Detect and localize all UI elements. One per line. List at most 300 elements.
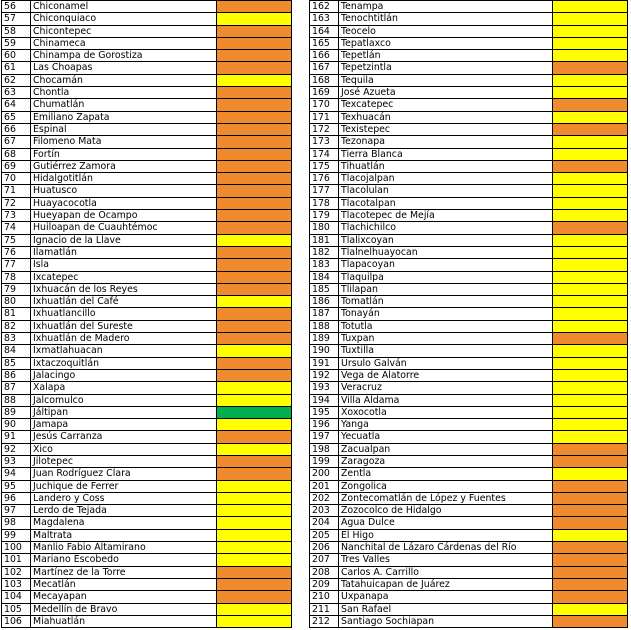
table-row — [2, 50, 292, 62]
status-color-cell — [217, 197, 292, 209]
row-number: 204 — [310, 517, 339, 529]
row-number: 89 — [2, 406, 31, 418]
table-row — [2, 222, 292, 234]
table-row — [2, 566, 292, 578]
municipality-name: Texistepec — [339, 123, 553, 135]
status-color-cell — [217, 271, 292, 283]
status-color-cell — [217, 406, 292, 418]
status-color-cell — [217, 111, 292, 123]
row-number: 59 — [2, 37, 31, 49]
municipality-name: Medellín de Bravo — [31, 603, 217, 615]
table-row — [2, 369, 292, 381]
row-number: 165 — [310, 37, 339, 49]
row-number: 66 — [2, 123, 31, 135]
municipality-name: Ixhuatlancillo — [31, 308, 217, 320]
status-color-cell — [217, 13, 292, 25]
table-row — [310, 62, 628, 74]
row-number: 69 — [2, 160, 31, 172]
row-number: 179 — [310, 210, 339, 222]
table-row — [2, 37, 292, 49]
status-color-cell — [553, 492, 628, 504]
municipality-name: Texcatepec — [339, 99, 553, 111]
municipality-name: Ixhuatlán de Madero — [31, 333, 217, 345]
table-row — [310, 419, 628, 431]
municipality-name: Hidalgotitlán — [31, 173, 217, 185]
table-row — [310, 603, 628, 615]
municipality-name: Ixmatlahuacan — [31, 345, 217, 357]
municipality-name: Tlacojalpan — [339, 173, 553, 185]
municipality-name: Hueyapan de Ocampo — [31, 210, 217, 222]
municipality-name: Las Choapas — [31, 62, 217, 74]
table-row — [310, 406, 628, 418]
row-number: 98 — [2, 517, 31, 529]
municipality-name: Tlacolulan — [339, 185, 553, 197]
status-color-cell — [553, 123, 628, 135]
table-row — [310, 283, 628, 295]
status-color-cell — [217, 320, 292, 332]
municipality-name: Magdalena — [31, 517, 217, 529]
table-row — [2, 62, 292, 74]
row-number: 67 — [2, 136, 31, 148]
row-number: 76 — [2, 246, 31, 258]
row-number: 186 — [310, 296, 339, 308]
status-color-cell — [553, 554, 628, 566]
status-color-cell — [217, 136, 292, 148]
row-number: 200 — [310, 468, 339, 480]
status-color-cell — [217, 542, 292, 554]
table-row — [2, 320, 292, 332]
status-color-cell — [553, 419, 628, 431]
municipality-name: Jalacingo — [31, 369, 217, 381]
row-number: 198 — [310, 443, 339, 455]
municipality-name: Carlos A. Carrillo — [339, 566, 553, 578]
municipality-name: Juan Rodríguez Clara — [31, 468, 217, 480]
status-color-cell — [553, 591, 628, 603]
status-color-cell — [553, 185, 628, 197]
municipality-name: Tuxpan — [339, 333, 553, 345]
municipality-name: Martínez de la Torre — [31, 566, 217, 578]
row-number: 193 — [310, 382, 339, 394]
status-color-cell — [553, 468, 628, 480]
table-row — [310, 74, 628, 86]
status-color-cell — [217, 333, 292, 345]
status-color-cell — [553, 50, 628, 62]
table-row — [310, 259, 628, 271]
municipality-name: Tenampa — [339, 1, 553, 13]
table-row — [310, 333, 628, 345]
table-row — [2, 529, 292, 541]
municipality-name: José Azueta — [339, 87, 553, 99]
row-number: 65 — [2, 111, 31, 123]
row-number: 212 — [310, 615, 339, 627]
status-color-cell — [553, 382, 628, 394]
municipality-name: Chinampa de Gorostiza — [31, 50, 217, 62]
municipality-name: Tepetlán — [339, 50, 553, 62]
status-color-cell — [217, 37, 292, 49]
row-number: 210 — [310, 591, 339, 603]
table-row — [310, 246, 628, 258]
table-row — [310, 492, 628, 504]
status-color-cell — [217, 369, 292, 381]
municipality-name: Zaragoza — [339, 455, 553, 467]
status-color-cell — [217, 210, 292, 222]
municipality-name: Tepatlaxco — [339, 37, 553, 49]
table-row — [2, 234, 292, 246]
table-row — [310, 123, 628, 135]
municipality-name: Huayacocotla — [31, 197, 217, 209]
municipality-name: El Higo — [339, 529, 553, 541]
status-color-cell — [553, 222, 628, 234]
status-color-cell — [553, 455, 628, 467]
table-row — [2, 333, 292, 345]
status-color-cell — [217, 296, 292, 308]
table-row — [310, 160, 628, 172]
row-number: 174 — [310, 148, 339, 160]
row-number: 62 — [2, 74, 31, 86]
status-color-cell — [217, 505, 292, 517]
municipality-name: Agua Dulce — [339, 517, 553, 529]
table-row — [2, 406, 292, 418]
status-color-cell — [217, 603, 292, 615]
row-number: 105 — [2, 603, 31, 615]
status-color-cell — [553, 62, 628, 74]
municipality-table-left — [1, 0, 292, 628]
table-row — [2, 1, 292, 13]
table-row — [2, 419, 292, 431]
status-color-cell — [217, 419, 292, 431]
table-row — [310, 296, 628, 308]
table-row — [310, 578, 628, 590]
row-number: 84 — [2, 345, 31, 357]
table-row — [310, 87, 628, 99]
row-number: 203 — [310, 505, 339, 517]
table-row — [2, 431, 292, 443]
municipality-name: Teocelo — [339, 25, 553, 37]
municipality-name: Yanga — [339, 419, 553, 431]
status-color-cell — [553, 99, 628, 111]
row-number: 90 — [2, 419, 31, 431]
status-color-cell — [553, 13, 628, 25]
table-row — [2, 308, 292, 320]
row-number: 72 — [2, 197, 31, 209]
municipality-name: Tierra Blanca — [339, 148, 553, 160]
row-number: 56 — [2, 1, 31, 13]
table-row — [310, 99, 628, 111]
left-table-body — [2, 1, 292, 628]
status-color-cell — [553, 369, 628, 381]
status-color-cell — [217, 99, 292, 111]
table-row — [310, 185, 628, 197]
municipality-name: Xoxocotla — [339, 406, 553, 418]
status-color-cell — [217, 480, 292, 492]
row-number: 75 — [2, 234, 31, 246]
municipality-name: Jáltipan — [31, 406, 217, 418]
municipality-name: Chiconquiaco — [31, 13, 217, 25]
table-row — [310, 431, 628, 443]
status-color-cell — [553, 37, 628, 49]
table-row — [2, 615, 292, 627]
status-color-cell — [217, 148, 292, 160]
municipality-name: Nanchital de Lázaro Cárdenas del Río — [339, 542, 553, 554]
table-row — [2, 382, 292, 394]
table-row — [310, 136, 628, 148]
status-color-cell — [217, 246, 292, 258]
table-row — [2, 13, 292, 25]
municipality-name: Tequila — [339, 74, 553, 86]
status-color-cell — [217, 185, 292, 197]
status-color-cell — [553, 357, 628, 369]
status-color-cell — [553, 406, 628, 418]
municipality-name: Xico — [31, 443, 217, 455]
municipality-name: Veracruz — [339, 382, 553, 394]
table-row — [310, 566, 628, 578]
row-number: 169 — [310, 87, 339, 99]
status-color-cell — [217, 123, 292, 135]
status-color-cell — [217, 259, 292, 271]
row-number: 192 — [310, 369, 339, 381]
table-row — [2, 111, 292, 123]
table-row — [310, 222, 628, 234]
row-number: 178 — [310, 197, 339, 209]
row-number: 68 — [2, 148, 31, 160]
status-color-cell — [553, 136, 628, 148]
status-color-cell — [553, 87, 628, 99]
status-color-cell — [553, 431, 628, 443]
municipality-name: Fortín — [31, 148, 217, 160]
status-color-cell — [217, 283, 292, 295]
municipality-name: Yecuatla — [339, 431, 553, 443]
status-color-cell — [553, 517, 628, 529]
status-color-cell — [553, 246, 628, 258]
status-color-cell — [553, 210, 628, 222]
status-color-cell — [217, 173, 292, 185]
row-number: 189 — [310, 333, 339, 345]
municipality-name: Vega de Alatorre — [339, 369, 553, 381]
row-number: 182 — [310, 246, 339, 258]
row-number: 78 — [2, 271, 31, 283]
row-number: 104 — [2, 591, 31, 603]
municipality-name: Tlaquilpa — [339, 271, 553, 283]
row-number: 94 — [2, 468, 31, 480]
status-color-cell — [217, 443, 292, 455]
status-color-cell — [217, 87, 292, 99]
table-row — [2, 394, 292, 406]
row-number: 187 — [310, 308, 339, 320]
row-number: 199 — [310, 455, 339, 467]
row-number: 77 — [2, 259, 31, 271]
row-number: 73 — [2, 210, 31, 222]
municipality-name: Mariano Escobedo — [31, 554, 217, 566]
municipality-name: Tlacotalpan — [339, 197, 553, 209]
table-row — [2, 197, 292, 209]
table-row — [2, 443, 292, 455]
row-number: 195 — [310, 406, 339, 418]
status-color-cell — [553, 148, 628, 160]
status-color-cell — [553, 160, 628, 172]
table-row — [2, 259, 292, 271]
table-row — [310, 25, 628, 37]
table-row — [2, 492, 292, 504]
municipality-name: Chocamán — [31, 74, 217, 86]
table-row — [2, 123, 292, 135]
table-row — [310, 173, 628, 185]
table-row — [2, 136, 292, 148]
table-row — [310, 554, 628, 566]
municipality-name: Chumatlán — [31, 99, 217, 111]
table-row — [310, 394, 628, 406]
status-color-cell — [217, 566, 292, 578]
municipality-name: Chiconamel — [31, 1, 217, 13]
municipality-name: Filomeno Mata — [31, 136, 217, 148]
row-number: 184 — [310, 271, 339, 283]
municipality-name: Zontecomatlán de López y Fuentes — [339, 492, 553, 504]
municipality-name: Tatahuicapan de Juárez — [339, 578, 553, 590]
municipality-name: Espinal — [31, 123, 217, 135]
municipality-name: Chicontepec — [31, 25, 217, 37]
status-color-cell — [217, 394, 292, 406]
row-number: 93 — [2, 455, 31, 467]
status-color-cell — [553, 333, 628, 345]
row-number: 197 — [310, 431, 339, 443]
municipality-name: Tepetzintla — [339, 62, 553, 74]
status-color-cell — [553, 603, 628, 615]
status-color-cell — [217, 74, 292, 86]
municipality-name: Tomatlán — [339, 296, 553, 308]
row-number: 80 — [2, 296, 31, 308]
row-number: 81 — [2, 308, 31, 320]
table-row — [310, 542, 628, 554]
municipality-name: Maltrata — [31, 529, 217, 541]
table-row — [2, 345, 292, 357]
row-number: 168 — [310, 74, 339, 86]
municipality-name: Huiloapan de Cuauhtémoc — [31, 222, 217, 234]
municipality-name: Santiago Sochiapan — [339, 615, 553, 627]
municipality-name: Jilotepec — [31, 455, 217, 467]
municipality-name: Ixhuatlán del Sureste — [31, 320, 217, 332]
municipality-name: Tezonapa — [339, 136, 553, 148]
row-number: 164 — [310, 25, 339, 37]
status-color-cell — [217, 455, 292, 467]
table-row — [2, 185, 292, 197]
status-color-cell — [553, 173, 628, 185]
status-color-cell — [553, 566, 628, 578]
row-number: 58 — [2, 25, 31, 37]
row-number: 196 — [310, 419, 339, 431]
status-color-cell — [217, 615, 292, 627]
status-color-cell — [217, 160, 292, 172]
table-row — [310, 480, 628, 492]
municipality-name: Tlilapan — [339, 283, 553, 295]
row-number: 188 — [310, 320, 339, 332]
status-color-cell — [217, 234, 292, 246]
row-number: 190 — [310, 345, 339, 357]
row-number: 64 — [2, 99, 31, 111]
row-number: 70 — [2, 173, 31, 185]
municipality-name: Tlacotepec de Mejía — [339, 210, 553, 222]
status-color-cell — [553, 25, 628, 37]
row-number: 71 — [2, 185, 31, 197]
row-number: 170 — [310, 99, 339, 111]
row-number: 95 — [2, 480, 31, 492]
status-color-cell — [553, 111, 628, 123]
status-color-cell — [217, 517, 292, 529]
row-number: 61 — [2, 62, 31, 74]
row-number: 206 — [310, 542, 339, 554]
row-number: 74 — [2, 222, 31, 234]
table-row — [310, 443, 628, 455]
row-number: 166 — [310, 50, 339, 62]
status-color-cell — [217, 529, 292, 541]
status-color-cell — [217, 357, 292, 369]
row-number: 103 — [2, 578, 31, 590]
table-row — [310, 234, 628, 246]
status-color-cell — [553, 443, 628, 455]
row-number: 183 — [310, 259, 339, 271]
table-row — [310, 369, 628, 381]
municipality-name: Tonayán — [339, 308, 553, 320]
table-row — [310, 271, 628, 283]
row-number: 86 — [2, 369, 31, 381]
municipality-name: Juchique de Ferrer — [31, 480, 217, 492]
row-number: 163 — [310, 13, 339, 25]
table-row — [2, 283, 292, 295]
table-row — [2, 210, 292, 222]
table-row — [2, 296, 292, 308]
row-number: 79 — [2, 283, 31, 295]
table-row — [310, 37, 628, 49]
municipality-name: Villa Aldama — [339, 394, 553, 406]
table-row — [2, 160, 292, 172]
municipality-name: Jesús Carranza — [31, 431, 217, 443]
status-color-cell — [553, 283, 628, 295]
municipality-name: Mecatlán — [31, 578, 217, 590]
row-number: 205 — [310, 529, 339, 541]
row-number: 96 — [2, 492, 31, 504]
municipality-name: Zacualpan — [339, 443, 553, 455]
municipality-name: Tlapacoyan — [339, 259, 553, 271]
row-number: 82 — [2, 320, 31, 332]
municipality-name: Ilamatlán — [31, 246, 217, 258]
status-color-cell — [553, 296, 628, 308]
row-number: 106 — [2, 615, 31, 627]
municipality-name: Ixcatepec — [31, 271, 217, 283]
status-color-cell — [553, 74, 628, 86]
row-number: 173 — [310, 136, 339, 148]
row-number: 208 — [310, 566, 339, 578]
table-row — [2, 468, 292, 480]
table-row — [2, 591, 292, 603]
status-color-cell — [553, 271, 628, 283]
table-row — [310, 197, 628, 209]
municipality-name: Ignacio de la Llave — [31, 234, 217, 246]
row-number: 191 — [310, 357, 339, 369]
table-row — [2, 578, 292, 590]
table-row — [2, 455, 292, 467]
row-number: 102 — [2, 566, 31, 578]
status-color-cell — [553, 542, 628, 554]
municipality-name: Manlio Fabio Altamirano — [31, 542, 217, 554]
municipality-name: Zentla — [339, 468, 553, 480]
table-row — [310, 591, 628, 603]
status-color-cell — [553, 197, 628, 209]
table-row — [2, 246, 292, 258]
status-color-cell — [217, 222, 292, 234]
row-number: 87 — [2, 382, 31, 394]
row-number: 100 — [2, 542, 31, 554]
row-number: 172 — [310, 123, 339, 135]
municipality-name: Miahuatlán — [31, 615, 217, 627]
municipality-name: Chinameca — [31, 37, 217, 49]
